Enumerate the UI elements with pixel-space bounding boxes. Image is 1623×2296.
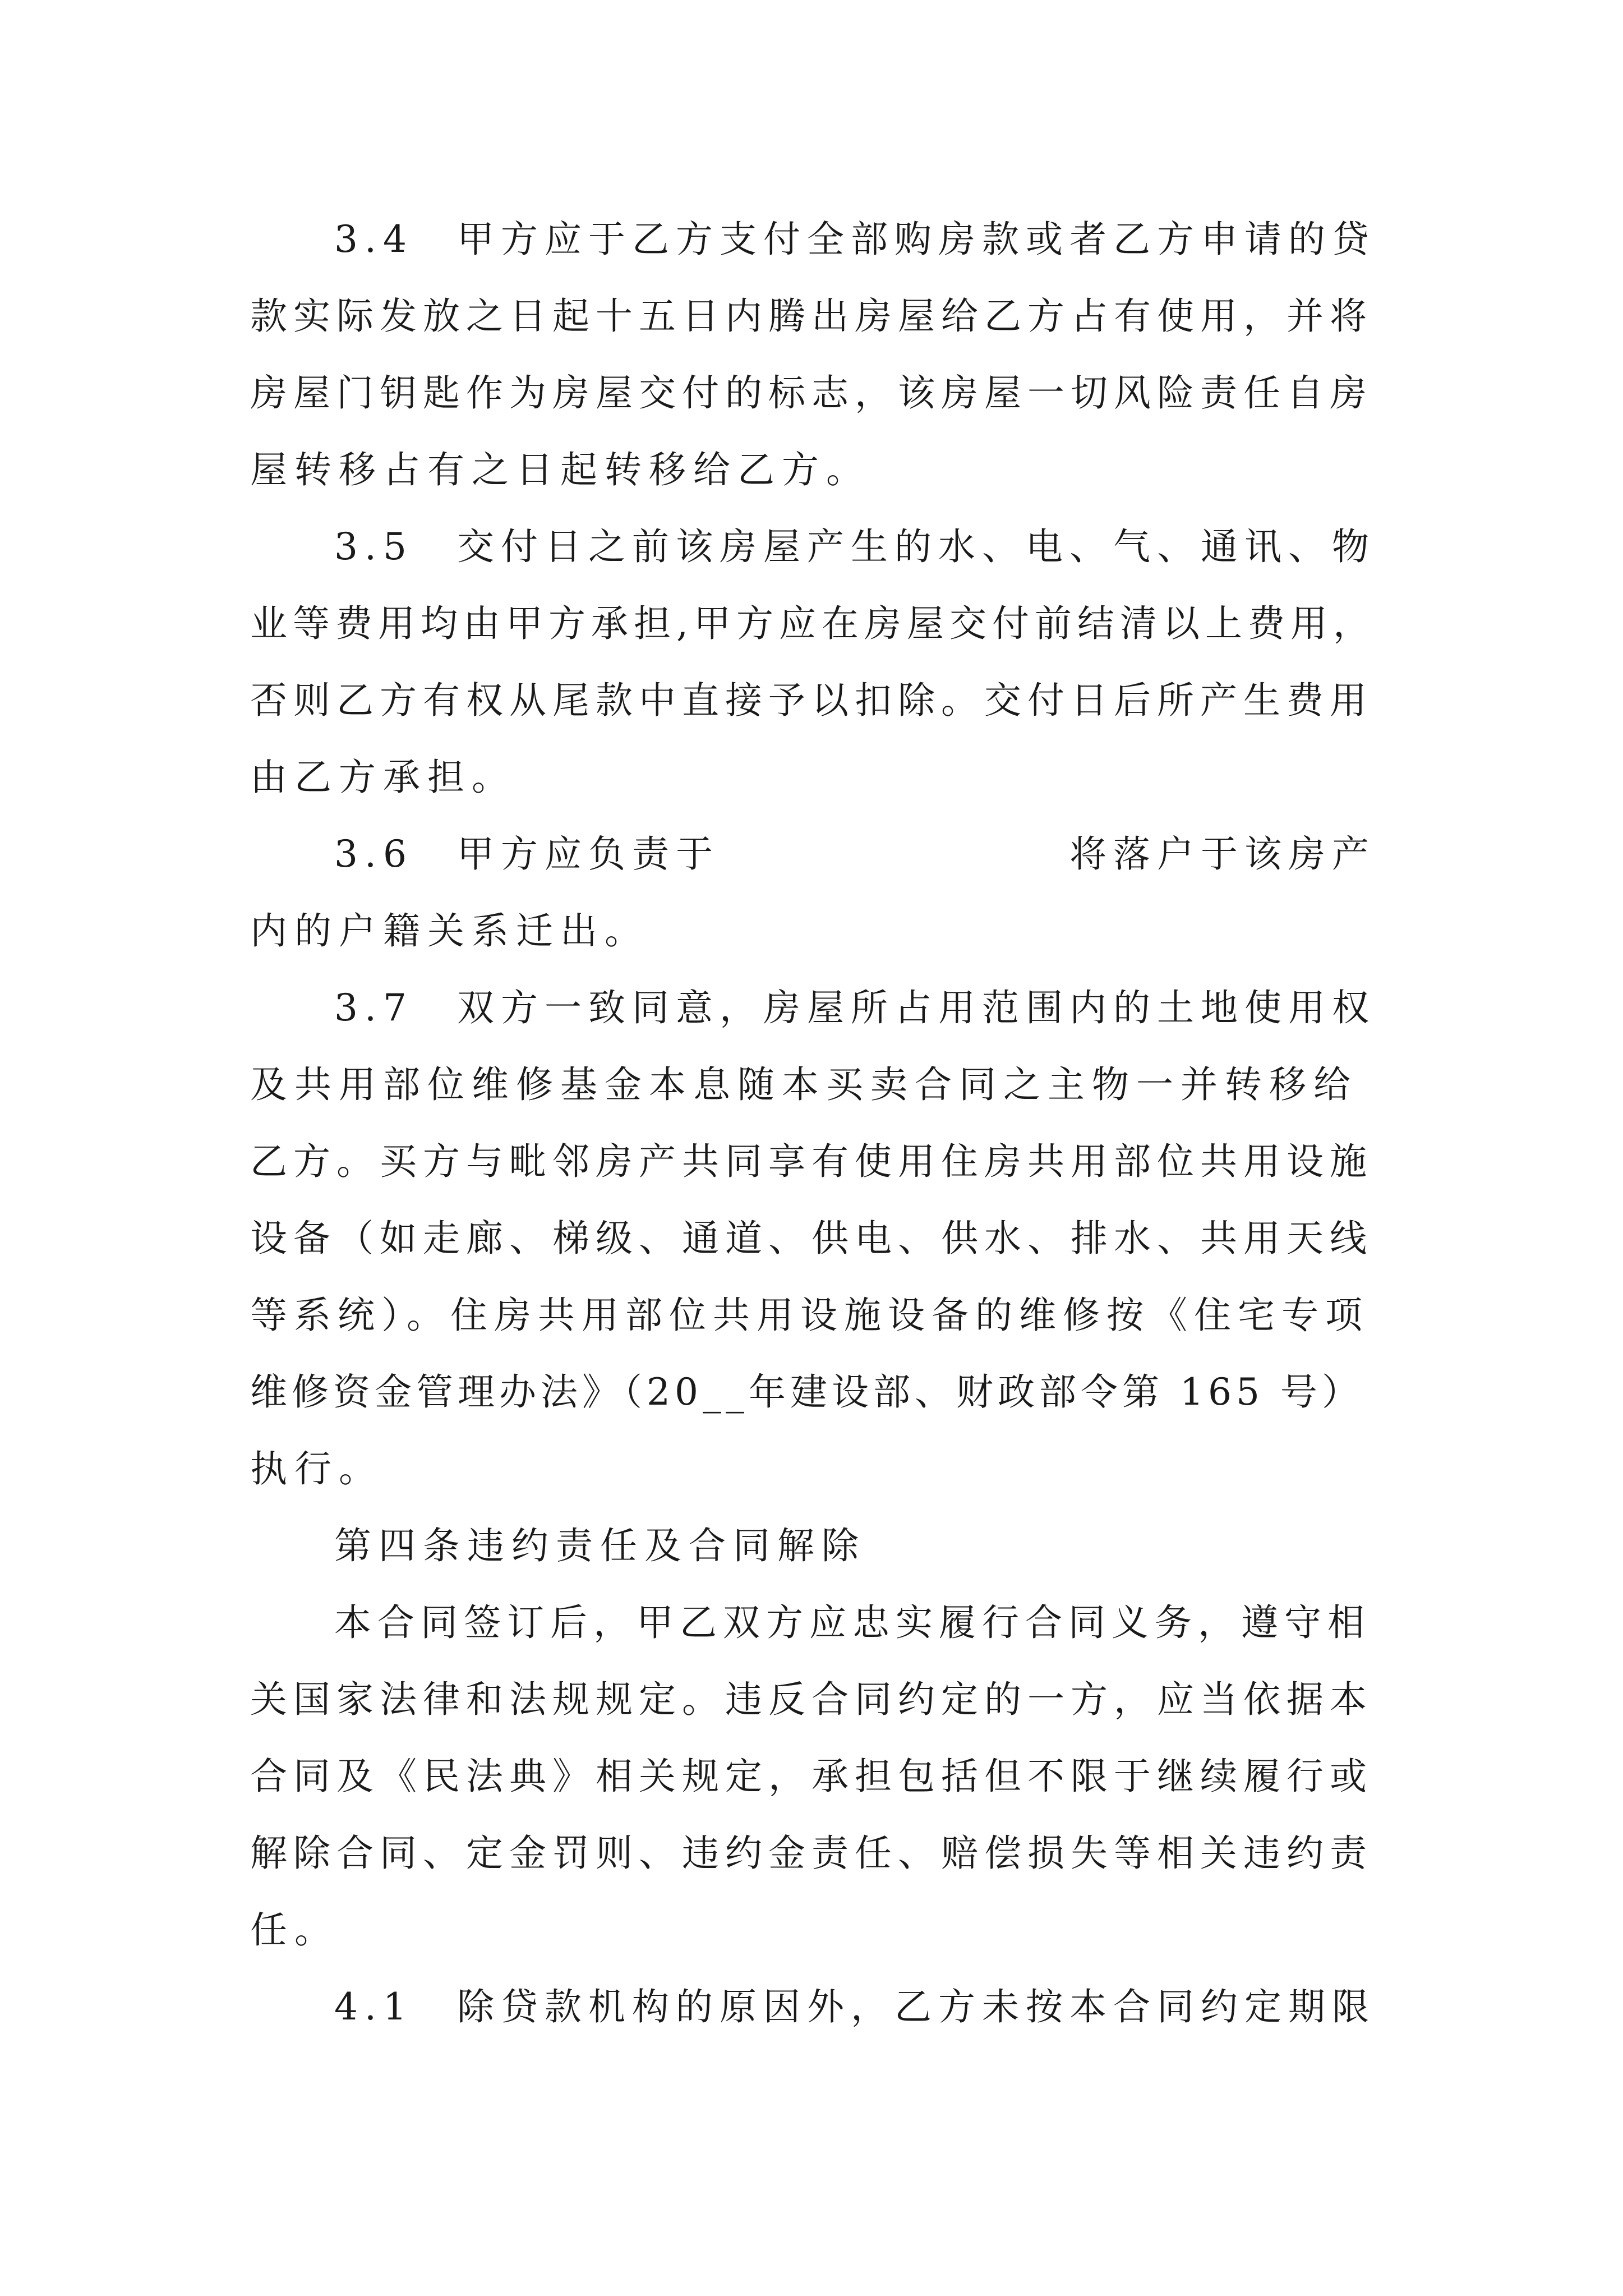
- paragraph-line: 4.1 除贷款机构的原因外，乙方未按本合同约定期限: [334, 1985, 1376, 2028]
- paragraph-line: 否则乙方有权从尾款中直接予以扣除。交付日后所产生费用: [250, 679, 1373, 722]
- paragraph-line: 合同及《民法典》相关规定，承担包括但不限于继续履行或: [250, 1755, 1373, 1798]
- paragraph-line: 及共用部位维修基金本息随本买卖合同之主物一并转移给: [250, 1063, 1358, 1106]
- paragraph-line: 设备（如走廊、梯级、通道、供电、供水、排水、共用天线: [250, 1217, 1373, 1260]
- paragraph-line: 内的户籍关系迁出。: [250, 909, 649, 953]
- contract-text: [250, 201, 1380, 2045]
- paragraph-line: 业等费用均由甲方承担,甲方应在房屋交付前结清以上费用，: [250, 602, 1376, 645]
- paragraph-line: 任。: [250, 1908, 339, 1952]
- paragraph-line: 执行。: [250, 1447, 383, 1490]
- paragraph-line: 屋转移占有之日起转移给乙方。: [250, 448, 870, 491]
- paragraph-line: 关国家法律和法规规定。违反合同约定的一方，应当依据本: [250, 1678, 1373, 1721]
- paragraph-line: 3.5 交付日之前该房屋产生的水、电、气、通讯、物: [334, 525, 1376, 568]
- paragraph-line: 乙方。买方与毗邻房产共同享有使用住房共用部位共用设施: [250, 1140, 1373, 1183]
- paragraph-line: 维修资金管理办法》（20__年建设部、财政部令第 165 号）: [250, 1370, 1363, 1414]
- paragraph-line: 等系统）。住房共用部位共用设施设备的维修按《住宅专项: [250, 1294, 1369, 1337]
- paragraph-line: 本合同签订后，甲乙双方应忠实履行合同义务，遵守相: [334, 1601, 1371, 1644]
- paragraph-line: 房屋门钥匙作为房屋交付的标志，该房屋一切风险责任自房: [250, 371, 1373, 415]
- paragraph-line: 由乙方承担。: [250, 756, 516, 799]
- paragraph-line: 解除合同、定金罚则、违约金责任、赔偿损失等相关违约责: [250, 1832, 1373, 1875]
- section-heading: 第四条违约责任及合同解除: [334, 1524, 866, 1567]
- paragraph-line: 3.4 甲方应于乙方支付全部购房款或者乙方申请的贷: [334, 218, 1376, 261]
- paragraph-line: 3.7 双方一致同意，房屋所占用范围内的土地使用权: [334, 986, 1376, 1029]
- paragraph-line: 3.6 甲方应负责于 将落户于该房产: [334, 832, 1376, 876]
- paragraph-line: 款实际发放之日起十五日内腾出房屋给乙方占有使用，并将: [250, 295, 1373, 338]
